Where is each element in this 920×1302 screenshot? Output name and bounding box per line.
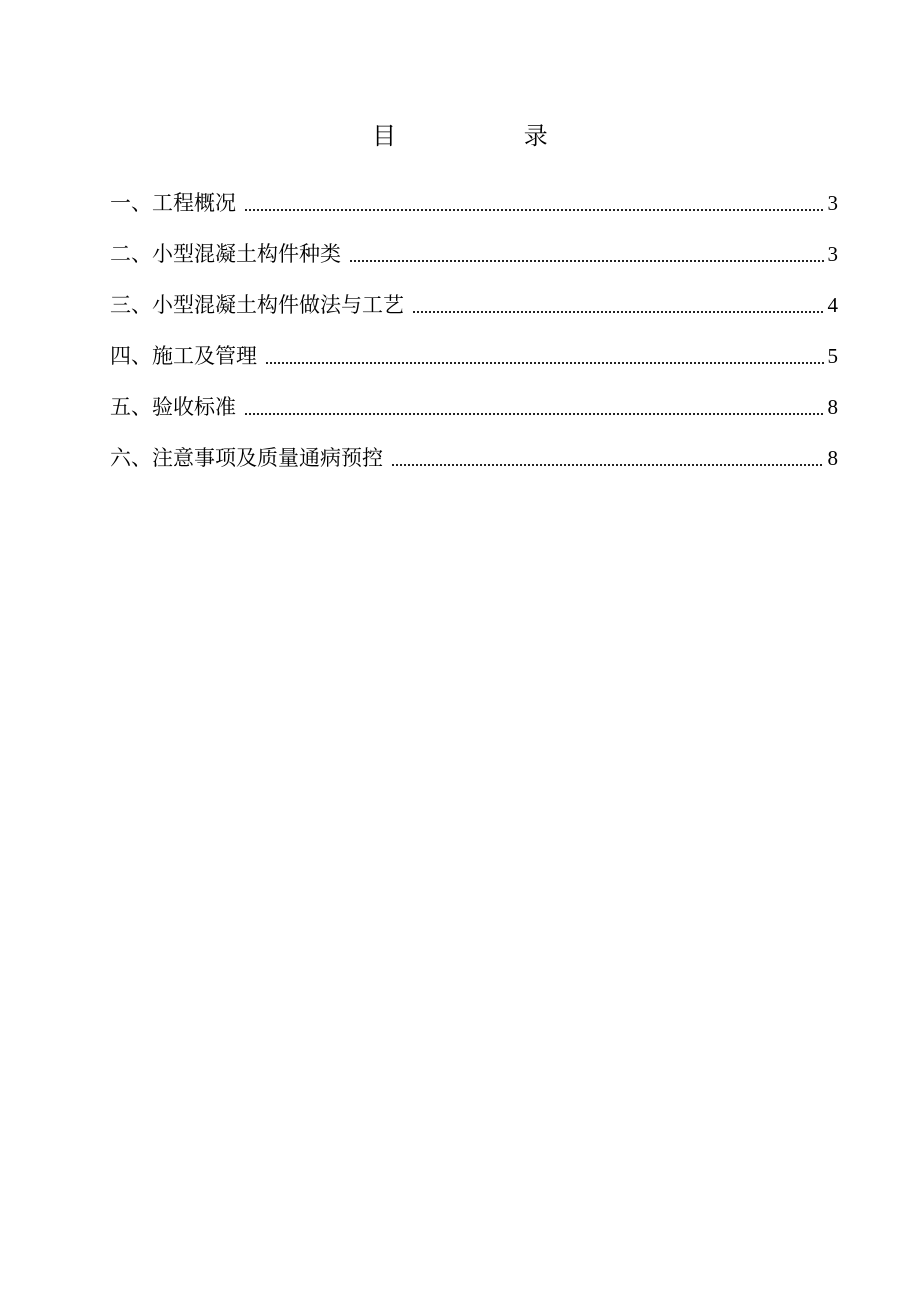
toc-title: 目 录 xyxy=(372,122,608,150)
toc-entry-page-number: 5 xyxy=(827,344,838,368)
toc-entry[interactable] xyxy=(110,425,838,476)
toc-entry[interactable] xyxy=(110,221,838,272)
dot-leader xyxy=(244,398,824,416)
toc-entry-page-number: 8 xyxy=(827,446,838,470)
toc-entry-page-number: 4 xyxy=(827,293,838,317)
dot-leader xyxy=(349,245,824,263)
toc-entry-text: 一、工程概况 xyxy=(110,191,236,215)
toc-entry[interactable] xyxy=(110,272,838,323)
dot-leader xyxy=(265,347,824,365)
toc-entry-page-number: 8 xyxy=(827,395,838,419)
toc-entry-text: 二、小型混凝土构件种类 xyxy=(110,242,341,266)
toc-entry[interactable] xyxy=(110,374,838,425)
toc-entry[interactable] xyxy=(110,170,838,221)
toc-entry[interactable] xyxy=(110,323,838,374)
toc-entry-text: 六、注意事项及质量通病预控 xyxy=(110,446,383,470)
dot-leader xyxy=(412,296,824,314)
toc-entry-text: 三、小型混凝土构件做法与工艺 xyxy=(110,293,404,317)
toc-entry-text: 五、验收标准 xyxy=(110,395,236,419)
toc-entry-page-number: 3 xyxy=(827,191,838,215)
dot-leader xyxy=(244,194,824,212)
dot-leader xyxy=(391,449,824,467)
toc-entry-text: 四、施工及管理 xyxy=(110,344,257,368)
toc-entry-page-number: 3 xyxy=(827,242,838,266)
table-of-contents xyxy=(110,170,838,476)
